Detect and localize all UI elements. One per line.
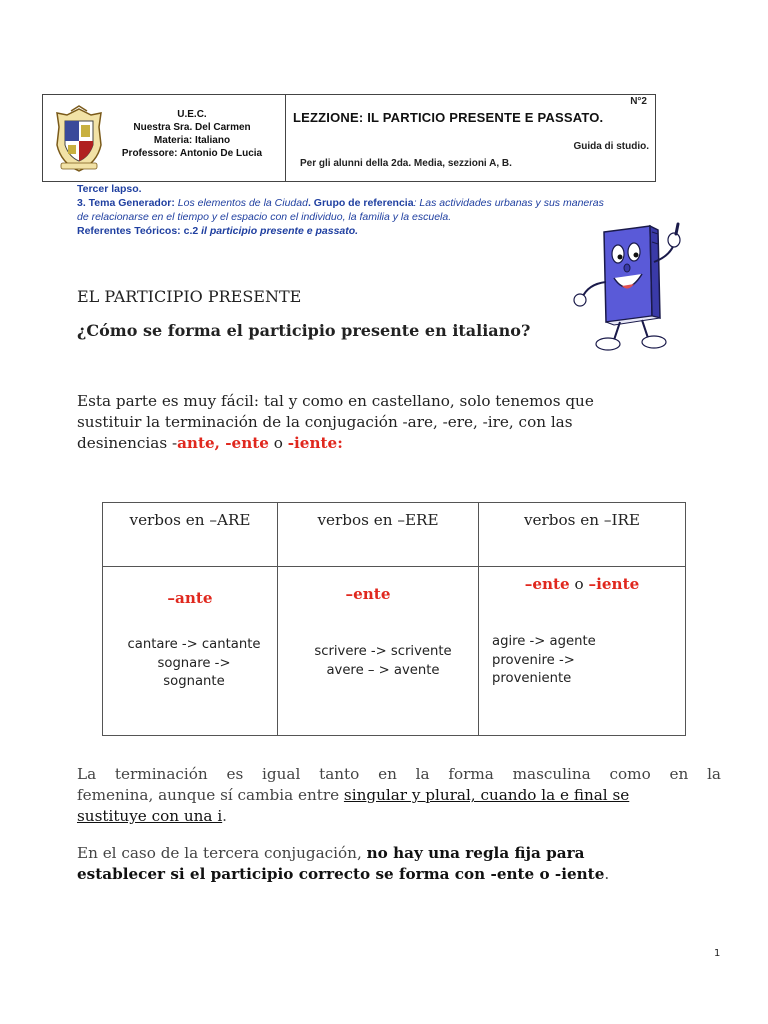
school-name-line: U.E.C. xyxy=(177,109,207,120)
para-line: femenina, aunque sí cambia entre singular y plural, cuando la e final se xyxy=(77,786,630,804)
ending-ante: –ante xyxy=(167,589,213,607)
example-line: avere – > avente xyxy=(326,662,440,678)
ending-ente: –ente xyxy=(345,585,391,603)
students-line: Per gli alunni della 2da. Media, sezzioni A, B. xyxy=(300,158,512,169)
ending-ente-iente: –ente o –iente xyxy=(524,575,640,593)
example-line: sognante xyxy=(163,674,225,689)
example-line: provenire -> xyxy=(492,652,575,668)
tema-line: 3. Tema Generador: Los elementos de la Ciudad. Grupo de referencia: Las actividades urbanas y sus maneras xyxy=(77,197,604,209)
conjugation-table xyxy=(102,502,686,736)
school-teacher-line: Professore: Antonio De Lucia xyxy=(121,148,263,159)
para-line: establecer si el participio correcto se forma con -ente o -iente. xyxy=(77,865,610,883)
header-divider xyxy=(285,95,286,181)
tema-line-cont: de relacionarse en el tiempo y el espacio con el individuo, la familia y la escuela. xyxy=(77,211,452,223)
page-number: 1 xyxy=(714,948,721,959)
school-subject-line: Materia: Italiano xyxy=(153,135,231,146)
intro-line: Esta parte es muy fácil: tal y como en castellano, solo tenemos que xyxy=(77,392,594,410)
lapso-line: Tercer lapso. xyxy=(77,183,142,195)
para-line: En el caso de la tercera conjugación, no hay una regla fija para xyxy=(77,844,585,862)
school-name-line: Nuestra Sra. Del Carmen xyxy=(133,122,251,133)
table-header-ere: verbos en –ERE xyxy=(317,511,439,529)
table-header-are: verbos en –ARE xyxy=(129,511,251,529)
document-header xyxy=(42,94,656,182)
intro-line: sustituir la terminación de la conjugación -are, -ere, -ire, con las xyxy=(77,413,573,431)
example-line: scrivere -> scrivente xyxy=(314,644,452,659)
examples-are xyxy=(117,636,271,692)
guide-number: N°2 xyxy=(630,96,647,107)
intro-line: desinencias -ante, -ente o -iente: xyxy=(77,434,343,452)
example-line: agire -> agente xyxy=(492,634,596,649)
table-col-divider xyxy=(277,503,278,735)
section-question: ¿Cómo se forma el participio presente en italiano? xyxy=(77,321,531,340)
section-title: EL PARTICIPIO PRESENTE xyxy=(77,287,302,306)
example-line: proveniente xyxy=(492,671,572,686)
example-line: cantare -> cantante xyxy=(127,637,261,652)
referentes-line: Referentes Teóricos: c.2 il participio presente e passato. xyxy=(77,225,359,237)
table-col-divider xyxy=(478,503,479,735)
table-header-ire: verbos en –IRE xyxy=(523,511,641,529)
para-line: La terminación es igual tanto en la forma masculina como en la xyxy=(77,765,721,783)
gender-number-paragraph xyxy=(77,764,721,827)
para-line: sustituye con una i. xyxy=(77,807,227,825)
lesson-title: LEZZIONE: IL PARTICIO PRESENTE E PASSATO. xyxy=(293,110,604,125)
table-row-divider xyxy=(103,566,685,567)
examples-ire xyxy=(492,633,682,689)
examples-ere xyxy=(293,643,473,680)
intro-paragraph xyxy=(77,391,697,454)
guide-label: Guida di studio. xyxy=(573,141,649,152)
example-line: sognare -> xyxy=(157,655,231,671)
school-crest-logo xyxy=(51,105,107,175)
third-conjugation-paragraph xyxy=(77,843,721,885)
book-mascot-illustration xyxy=(570,222,682,354)
